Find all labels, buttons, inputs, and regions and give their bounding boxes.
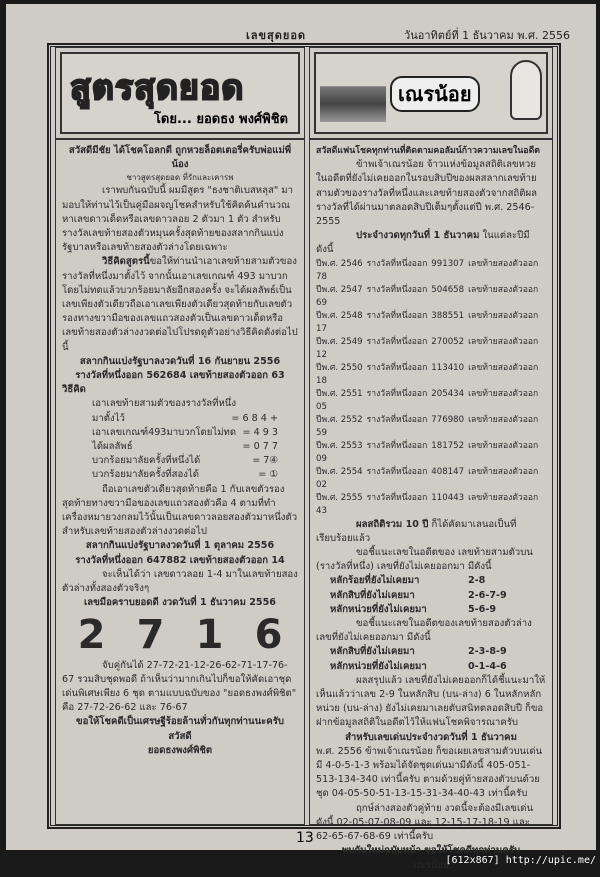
calc-steps: [62, 397, 298, 482]
first-prize: 991307: [431, 258, 465, 269]
stats-row: [316, 492, 546, 518]
last2-label: เลขท้ายสองตัวออก: [468, 388, 539, 399]
last-two: 09: [316, 453, 327, 464]
bottom2-intro: ขอชี้แนะเลขในอดีตของเลขท้ายสองตัวล่างเลขที่ยังไม่เคยออกมา มีดังนี้: [316, 618, 532, 644]
summary-lead: ผลสถิติรวม 10 ปี: [356, 518, 429, 530]
signature: ยอดธงพงศ์พิชิต: [147, 744, 213, 756]
last-two: 78: [316, 271, 327, 282]
stats-year: ปีพ.ศ. 2551: [316, 388, 363, 399]
first-label: รางวัลที่หนึ่งออก: [366, 414, 428, 425]
stats-year: ปีพ.ศ. 2552: [316, 414, 363, 425]
stats-row: [316, 310, 546, 336]
digits: 5-6-9: [468, 603, 496, 615]
first-label: รางวัลที่หนึ่งออก: [366, 492, 428, 503]
page-number: 13: [296, 830, 314, 846]
first-prize: 408147: [431, 466, 465, 477]
last-two: 05: [316, 401, 327, 412]
calc-label: มาตั้งไว้: [92, 412, 125, 424]
stats-row: [316, 362, 546, 388]
column-banner: [314, 52, 548, 134]
novice-monk-illustration: [510, 60, 542, 120]
calc-value: = 4 9 3: [242, 426, 278, 438]
pick-title: สำหรับเลขเด่นประจำงวดวันที่ 1 ธันวาคม: [345, 731, 517, 743]
stats-year: ปีพ.ศ. 2550: [316, 362, 363, 373]
lucky-digit: 7: [136, 611, 165, 658]
stats-year: ปีพ.ศ. 2555: [316, 492, 363, 503]
first-label: รางวัลที่หนึ่งออก: [366, 310, 428, 321]
first-prize: 388551: [431, 310, 465, 321]
first-prize: 205434: [431, 388, 465, 399]
draw-title-suffix: ในแต่ละปีมีดังนี้: [316, 230, 530, 256]
draw-title: ประจำงวดทุกวันที่ 1 ธันวาคม: [356, 230, 480, 242]
last-two: 02: [316, 479, 327, 490]
landscape-illustration: [320, 62, 386, 122]
last-two: 69: [316, 297, 327, 308]
bottom2-row: [316, 645, 546, 659]
column-banner: [60, 52, 300, 134]
last2-label: เลขท้ายสองตัวออก: [468, 310, 539, 321]
method-paragraph: ขอให้ท่านนำเอาเลขท้ายสามตัวของรางวัลที่หนึ่งมาตั้งไว้ จากนั้นเอาเลขเกณฑ์ 493 มาบวกโดยไม่ทดแล้วบวกร้อยมาลัยอีกสองครั้ง จะได้ผลลัพธ์เป็นเลขเพียงตัวเดียวถือเอาเลขเพียงตัวเดียวสุดท้ายกับเลขตัวรองทางขวามือของเลขแถวสองตัวเป็นเลขดาวเด็ดหรือเลขท้ายสองตัวล่างงวดต่อไปโปรดดูตัวอย่างวิธีคิดดังต่อไปนี้: [62, 256, 298, 353]
example2-title: สลากกินแบ่งรัฐบาลงวดวันที่ 1 ตุลาคม 2556: [85, 540, 275, 552]
wish: ขอให้โชคดีเป็นเศรษฐีร้อยล้านทั่วกันทุกท่านนะครับ: [76, 716, 284, 728]
calc-value: = 7④: [252, 455, 278, 467]
pairs-paragraph: จับคู่กันได้ 27-72-21-12-26-62-71-17-76-67 รวมสิบชุดพอดี ถ้าเห็นว่ามากเกินไปก็ขอให้คัดเอาชุดเด่นพิเศษเพียง 6 ชุด ตามแบบฉบับของ "ยอดธงพงศ์พิชิต" คือ 27-72-26-62 และ 76-67: [62, 659, 297, 714]
calc-value: = ①: [258, 469, 278, 481]
stats-row: [316, 284, 546, 310]
example2-result: รางวัลที่หนึ่งออก 647882 เลขท้ายสองตัวออก 14: [75, 554, 285, 566]
column-body: [56, 138, 304, 762]
method-lead: วิธีคิดสูตรนี้: [102, 256, 150, 268]
last2-label: เลขท้ายสองตัวออก: [468, 362, 539, 373]
top3-row: [316, 574, 546, 588]
stats-year: ปีพ.ศ. 2554: [316, 466, 363, 477]
last-two: 18: [316, 375, 327, 386]
howto-heading: วิธีคิด: [62, 384, 86, 396]
pick-paragraph: พ.ศ. 2556 ข้าพเจ้าเณรน้อย ก็ขอเผยเลขสามตัวบนเด่นมี 4-0-5-1-3 พร้อมได้จัดชุดเด่นมามีดังนี้ 405-051-513-134-340 เท่านี้ครับ ตามด้วยคู่ท้ายสองตัวบนด้วยชุด 04-05-50-51-13-15-31-34-40-43 เท่านี้ครับ: [316, 745, 543, 800]
signature: เณรน้อย: [413, 859, 449, 871]
example1-result: รางวัลที่หนึ่งออก 562684 เลขท้ายสองตัวออก 63: [75, 370, 285, 382]
stats-year: ปีพ.ศ. 2546: [316, 258, 363, 269]
greeting-sub: ชาวสูตรสุดยอด ที่รักและเคารพ: [126, 173, 234, 183]
first-label: รางวัลที่หนึ่งออก: [366, 258, 428, 269]
calc-label: บวกร้อยมาลัยครั้งที่หนึ่งได้: [92, 455, 201, 467]
digit-position: หลักหน่วยที่ยังไม่เคยมา: [330, 660, 427, 672]
digits: 2-6-7-9: [468, 589, 507, 601]
first-label: รางวัลที่หนึ่งออก: [366, 362, 428, 373]
first-label: รางวัลที่หนึ่งออก: [366, 440, 428, 451]
first-prize: 113410: [431, 362, 465, 373]
byline: โดย... ยอดธง พงศ์พิชิต: [153, 112, 288, 127]
last2-label: เลขท้ายสองตัวออก: [468, 284, 539, 295]
last-two: 43: [316, 505, 327, 516]
stats-table: [316, 258, 546, 518]
first-prize: 181752: [431, 440, 465, 451]
lucky-digits: [62, 613, 298, 657]
next-draw-title: เลขมือคราบยอดดี งวดวันที่ 1 ธันวาคม 2556: [84, 597, 276, 609]
first-label: รางวัลที่หนึ่งออก: [366, 336, 428, 347]
stats-row: [316, 440, 546, 466]
first-label: รางวัลที่หนึ่งออก: [366, 388, 428, 399]
digit-position: หลักสิบที่ยังไม่เคยมา: [330, 646, 415, 658]
first-label: รางวัลที่หนึ่งออก: [366, 466, 428, 477]
last2-label: เลขท้ายสองตัวออก: [468, 336, 539, 347]
bottom2-row: [316, 660, 546, 674]
last-two: 17: [316, 323, 327, 334]
stats-year: ปีพ.ศ. 2548: [316, 310, 363, 321]
lucky-digit: 6: [254, 611, 283, 658]
digits: 0-1-4-6: [468, 660, 507, 672]
first-label: รางวัลที่หนึ่งออก: [366, 284, 428, 295]
top3-row: [316, 603, 546, 617]
greeting: สวัสดีแฟนโชคทุกท่านที่ติดตามคอลัมน์ก้าวความเลขในอดีต: [316, 146, 541, 156]
stats-row: [316, 258, 546, 284]
lucky-digit: 1: [195, 611, 224, 658]
running-header: [6, 26, 596, 42]
column-sutsudyod: [55, 47, 305, 825]
stats-row: [316, 466, 546, 492]
issue-date: วันอาทิตย์ที่ 1 ธันวาคม พ.ศ. 2556: [404, 29, 570, 42]
example1-title: สลากกินแบ่งรัฐบาลงวดวันที่ 16 กันยายน 2556: [79, 355, 281, 367]
stats-row: [316, 336, 546, 362]
calc-value: = 0 7 7: [242, 441, 278, 453]
top3-row: [316, 589, 546, 603]
last2-label: เลขท้ายสองตัวออก: [468, 466, 539, 477]
column-logo: เณรน้อย: [390, 76, 480, 112]
conclusion-paragraph: ถือเอาเลขตัวเดียวสุดท้ายคือ 1 กับเลขตัวรองสุดท้ายทางขวามือของเลขแถวสองตัวคือ 4 ตามที่ทำเครื่องหมายวงกลมไว้นั้นเป็นเลขดาวลอยสองตัวมาหนึ่งตัว สำหรับเลขท้ายสองตัวล่างงวดต่อไป: [62, 483, 298, 538]
summary-text: ก็ได้คัดมาเลนอเป็นที่เรียบร้อยแล้ว: [316, 518, 517, 544]
calc-label: เอาเลขเกณฑ์493มาบวกโดยไม่ทด: [92, 426, 237, 438]
conclusion-paragraph: ผลสรุปแล้ว เลขที่ยังไม่เคยออกก็ได้ชี้แนะมาให้เห็นแล้วว่าเลข 2-9 ในหลักสิบ (บน-ล่าง) 6 ในหลักหลักหน่วย (บน-ล่าง) ยังไม่เคยมาเลยตับสนิทตลอดสิบปี ก็ขอฝากข้อมูลสถิติในอดีตไว้ให้แฟนโชคพิจารณาครับ: [316, 674, 546, 729]
top3-intro: ขอชี้แนะเลขในอดีตของ เลขท้ายสามตัวบน (รางวัลที่หนึ่ง) เลขที่ยังไม่เคยออกมา มีดังนี้: [316, 547, 533, 573]
digit-position: หลักสิบที่ยังไม่เคยมา: [330, 589, 415, 601]
intro-paragraph: เราพบกันฉบับนี้ ผมมีสูตร "ธงชาติเบสหลุส" มามอบให้ท่านไว้เป็นคู่มือผจญโชคสำหรับใช้คิดค้นคำนวณหาเลขดาวเด็ดหรือเลขดาวลอย 2 ตัวมา 1 ตัว สำหรับรางวัลเลขท้ายสองตัวหมุนครั้งสุดท้ายของสลากกินแบ่งรัฐบาลหรือเลขท้ายสองตัวล่างโดยเฉพาะ: [62, 185, 294, 254]
last-two: 59: [316, 427, 327, 438]
stats-year: ปีพ.ศ. 2553: [316, 440, 363, 451]
first-prize: 504658: [431, 284, 465, 295]
watermark: [612x867] http://upic.me/: [445, 855, 596, 866]
digit-position: หลักร้อยที่ยังไม่เคยมา: [330, 575, 420, 587]
magazine-name: เลขสุดยอด: [246, 29, 307, 42]
calc-label: บวกร้อยมาลัยครั้งที่สองได้: [92, 469, 199, 481]
example2-note: จะเห็นได้ว่า เลขดาวลอย 1-4 มาในเลขท้ายสองตัวล่างทั้งสองตัวจริงๆ: [62, 568, 298, 595]
lower-paragraph: ฤกษ์ล่างสองตัวคู่ท้าย งวดนี้จะต้องมีเลขเด่นดังนี้ 02-05-07-08-09 และ 12-15-17-18-19 และ 62-65-67-68-69 เท่านี้ครับ: [316, 802, 534, 843]
first-prize: 270052: [431, 336, 465, 347]
stats-year: ปีพ.ศ. 2547: [316, 284, 363, 295]
stats-row: [316, 388, 546, 414]
last2-label: เลขท้ายสองตัวออก: [468, 414, 539, 425]
calc-label: ได้ผลลัพธ์: [92, 441, 133, 453]
calc-label: เอาเลขท้ายสามตัวของรางวัลที่หนึ่ง: [92, 398, 237, 410]
calc-value: = 6 8 4 +: [231, 412, 278, 424]
column-body: [310, 138, 552, 877]
lucky-digit: 2: [77, 611, 106, 658]
digits: 2-3-8-9: [468, 646, 507, 658]
stats-year: ปีพ.ศ. 2549: [316, 336, 363, 347]
last2-label: เลขท้ายสองตัวออก: [468, 492, 539, 503]
digits: 2-8: [468, 575, 486, 587]
first-prize: 776980: [431, 414, 465, 425]
last-two: 12: [316, 349, 327, 360]
intro-paragraph: ข้าพเจ้าเณรน้อย จ้าวแห่งข้อมูลสถิติเลขหวยในอดีตที่ยังไม่เคยออกในรอบสิบปีของผลสลากเลขท้ายสามตัวของรางวัลที่หนึ่งและเลขท้ายสองตัวจากสถิติผลรางวัลที่ได้ผ่านมาตลอดสิบปีเต็มๆตั้งแต่ปี พ.ศ. 2546-2555: [316, 159, 537, 228]
greeting: สวัสดีมีชัย ได้โชคโอลกดี ถูกหวยล็อตเตอรี่ครับพ่อแม่พี่น้อง: [68, 145, 292, 171]
last2-label: เลขท้ายสองตัวออก: [468, 258, 539, 269]
stats-row: [316, 414, 546, 440]
first-prize: 110443: [431, 492, 465, 503]
farewell: พบกันใหม่ฉบับหน้า ขอให้โชคดีทุกท่านครับ: [341, 845, 521, 857]
last2-label: เลขท้ายสองตัวออก: [468, 440, 539, 451]
column-logo: สูตรสุดยอด: [70, 68, 245, 108]
digit-position: หลักหน่วยที่ยังไม่เคยมา: [330, 603, 427, 615]
farewell: สวัสดี: [168, 730, 192, 742]
